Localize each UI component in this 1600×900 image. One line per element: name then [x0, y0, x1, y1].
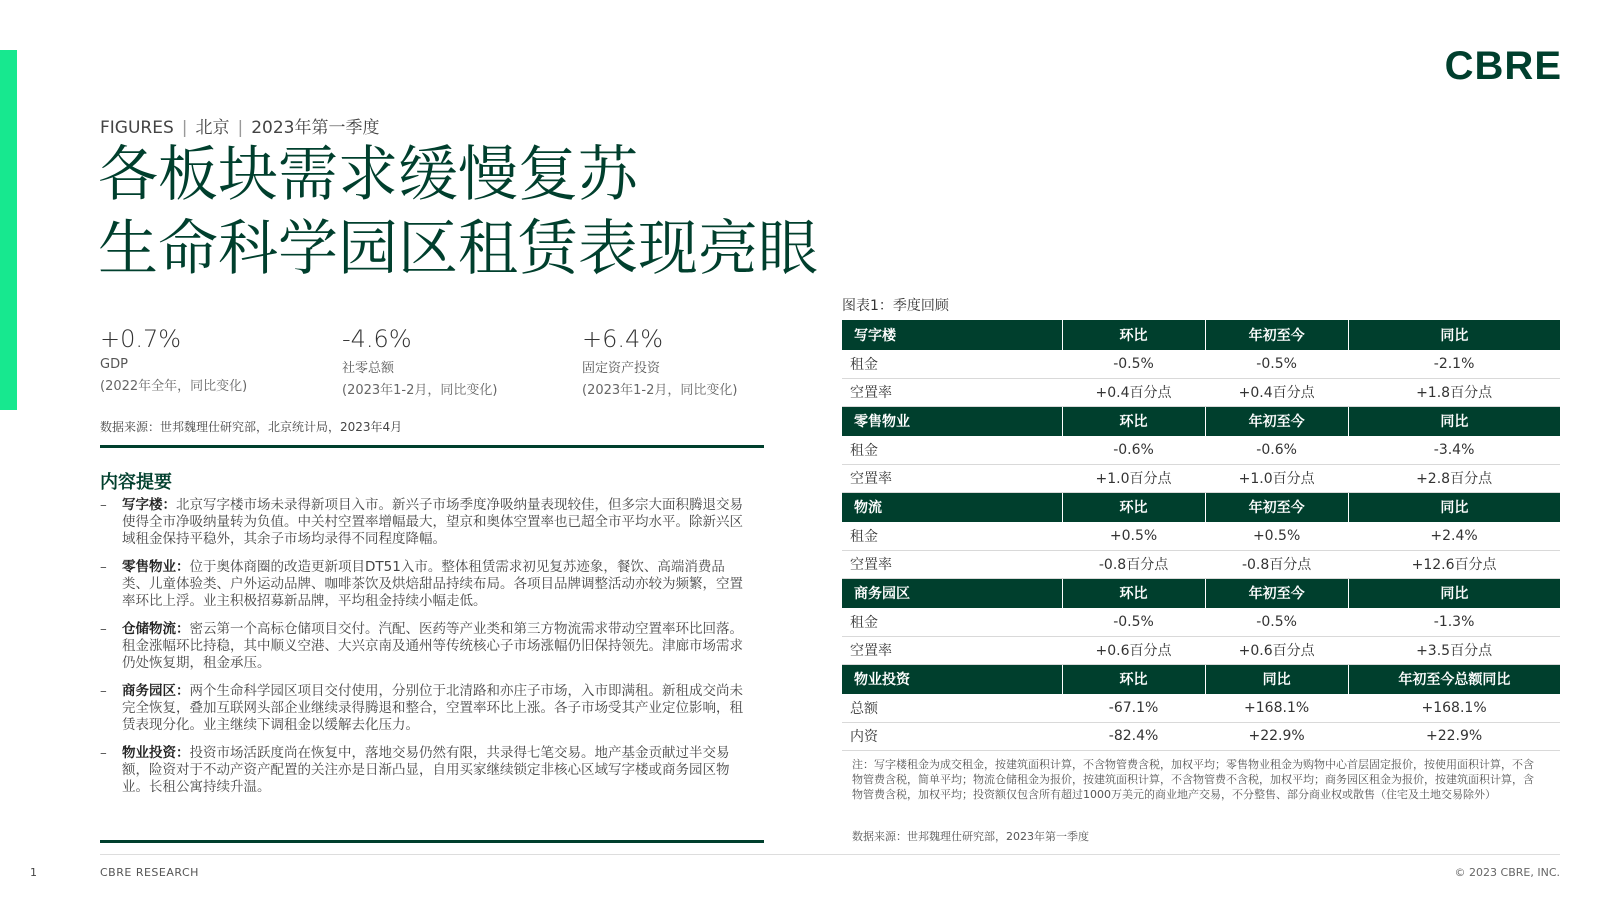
- table-cell: +22.9%: [1205, 722, 1348, 750]
- table-row: [842, 550, 1560, 578]
- kpi-label: 固定资产投资: [582, 361, 661, 376]
- kpi-value: +6.4%: [582, 325, 664, 353]
- table-cell: +0.6百分点: [1062, 636, 1205, 664]
- column-header: 环比: [1062, 664, 1205, 694]
- kpi-label: 社零总额: [342, 361, 395, 376]
- section-name: 零售物业: [842, 406, 1062, 436]
- summary-item-head: 零售物业：: [122, 559, 190, 575]
- table-cell: -0.5%: [1062, 608, 1205, 636]
- footer-brand: CBRE RESEARCH: [100, 866, 199, 879]
- table-cell: +0.6百分点: [1205, 636, 1348, 664]
- table-section-header: [842, 664, 1560, 694]
- table-cell: +168.1%: [1348, 694, 1560, 722]
- table-cell: +0.5%: [1062, 522, 1205, 550]
- summary-item-text: 密云第一个高标仓储项目交付。汽配、医药等产业类和第三方物流需求带动空置率环比回落。租金涨幅环比持稳，其中顺义空港、大兴京南及通州等传统核心子市场涨幅仍旧保持领先。津廊市场需求仍处恢复期，租金承压。: [122, 621, 743, 671]
- row-label: 租金: [842, 350, 1062, 378]
- summary-item-retail: [100, 559, 750, 610]
- column-header: 同比: [1348, 578, 1560, 608]
- table-row: [842, 722, 1560, 750]
- summary-item-investment: [100, 745, 750, 796]
- table-cell: +2.4%: [1348, 522, 1560, 550]
- eyebrow-label: FIGURES: [100, 118, 174, 138]
- summary-item-text: 投资市场活跃度尚在恢复中，落地交易仍然有限，共录得七笔交易。地产基金贡献过半交易额，险资对于不动产资产配置的关注亦是日渐凸显，自用买家继续锁定非核心区域写字楼或商务园区物业。长租公寓持续升温。: [122, 745, 730, 795]
- table-caption: 图表1：季度回顾: [842, 298, 949, 314]
- table-cell: -0.5%: [1205, 350, 1348, 378]
- title-line-2: 生命科学园区租赁表现亮眼: [98, 214, 818, 284]
- table-row: [842, 608, 1560, 636]
- table-row: [842, 694, 1560, 722]
- row-label: 空置率: [842, 550, 1062, 578]
- table-cell: +2.8百分点: [1348, 464, 1560, 492]
- kpi-value: -4.6%: [342, 325, 412, 353]
- table-row: [842, 522, 1560, 550]
- summary-item-text: 位于奥体商圈的改造更新项目DT51入市。整体租赁需求初见复苏迹象，餐饮、高端消费品类、儿童体验类、户外运动品牌、咖啡茶饮及烘焙甜品持续布局。各项目品牌调整活动亦较为频繁，空置率环比上浮。业主积极招募新品牌，平均租金持续小幅走低。: [122, 559, 743, 609]
- table-cell: +3.5百分点: [1348, 636, 1560, 664]
- kpi-sub: (2023年1-2月，同比变化): [582, 383, 738, 398]
- table-cell: +168.1%: [1205, 694, 1348, 722]
- table-cell: +22.9%: [1348, 722, 1560, 750]
- summary-item-head: 商务园区：: [122, 683, 190, 699]
- page-title: [98, 138, 818, 286]
- column-header: 环比: [1062, 578, 1205, 608]
- column-header: 环比: [1062, 406, 1205, 436]
- summary-title: 内容提要: [100, 472, 172, 493]
- section-name: 写字楼: [842, 320, 1062, 350]
- table-cell: -0.8百分点: [1062, 550, 1205, 578]
- footer-copyright: © 2023 CBRE, INC.: [1454, 866, 1560, 879]
- cbre-logo: CBRE: [1444, 44, 1562, 88]
- table-cell: -67.1%: [1062, 694, 1205, 722]
- table-cell: -0.8百分点: [1205, 550, 1348, 578]
- row-label: 空置率: [842, 636, 1062, 664]
- summary-item-business-park: [100, 683, 750, 734]
- section-name: 物流: [842, 492, 1062, 522]
- column-header: 环比: [1062, 492, 1205, 522]
- left-source-note: 数据来源：世邦魏理仕研究部，北京统计局，2023年4月: [100, 420, 403, 434]
- accent-bar: [0, 50, 17, 410]
- table-cell: +1.0百分点: [1062, 464, 1205, 492]
- table-cell: +0.4百分点: [1062, 378, 1205, 406]
- summary-item-head: 物业投资：: [122, 745, 190, 761]
- table-cell: +1.0百分点: [1205, 464, 1348, 492]
- table-cell: +0.4百分点: [1205, 378, 1348, 406]
- table-section-header: [842, 406, 1560, 436]
- table-cell: -1.3%: [1348, 608, 1560, 636]
- kpi-sub: (2022年全年，同比变化): [100, 379, 248, 394]
- summary-list: [100, 497, 750, 807]
- table-row: [842, 464, 1560, 492]
- table-row: [842, 378, 1560, 406]
- table-section-header: [842, 578, 1560, 608]
- summary-item-text: 两个生命科学园区项目交付使用，分别位于北清路和亦庄子市场，入市即满租。新租成交尚未完全恢复，叠加互联网头部企业继续录得腾退和整合，空置率环比上涨。各子市场受其产业定位影响，租赁表现分化。业主继续下调租金以缓解去化压力。: [122, 683, 743, 733]
- kpi-label: GDP: [100, 357, 128, 372]
- table-row: [842, 436, 1560, 464]
- row-label: 租金: [842, 522, 1062, 550]
- column-header: 年初至今: [1205, 492, 1348, 522]
- page-number: 1: [30, 866, 37, 879]
- row-label: 租金: [842, 608, 1062, 636]
- section-name: 商务园区: [842, 578, 1062, 608]
- row-label: 空置率: [842, 464, 1062, 492]
- kpi-value: +0.7%: [100, 325, 182, 353]
- row-label: 总额: [842, 694, 1062, 722]
- title-line-1: 各板块需求缓慢复苏: [98, 140, 638, 210]
- eyebrow: FIGURES | 北京 | 2023年第一季度: [100, 118, 380, 138]
- summary-item-head: 写字楼：: [122, 497, 176, 513]
- table-row: [842, 636, 1560, 664]
- divider-bottom: [100, 840, 764, 843]
- right-source-note: 数据来源：世邦魏理仕研究部，2023年第一季度: [852, 830, 1089, 843]
- column-header: 年初至今: [1205, 578, 1348, 608]
- table-section-header: [842, 492, 1560, 522]
- divider-top: [100, 445, 764, 448]
- table-cell: -3.4%: [1348, 436, 1560, 464]
- column-header: 同比: [1205, 664, 1348, 694]
- column-header: 同比: [1348, 492, 1560, 522]
- row-label: 租金: [842, 436, 1062, 464]
- kpi-gdp: [100, 325, 330, 394]
- column-header: 年初至今: [1205, 320, 1348, 350]
- section-name: 物业投资: [842, 664, 1062, 694]
- table-cell: -0.6%: [1205, 436, 1348, 464]
- eyebrow-period: 2023年第一季度: [251, 118, 380, 138]
- table-cell: -0.5%: [1062, 350, 1205, 378]
- summary-item-logistics: [100, 621, 750, 672]
- column-header: 年初至今: [1205, 406, 1348, 436]
- column-header: 年初至今总额同比: [1348, 664, 1560, 694]
- table-cell: +0.5%: [1205, 522, 1348, 550]
- kpi-fixed-investment: [582, 325, 812, 398]
- column-header: 环比: [1062, 320, 1205, 350]
- summary-item-office: [100, 497, 750, 548]
- column-header: 同比: [1348, 406, 1560, 436]
- kpi-retail-sales: [342, 325, 572, 398]
- table-cell: -0.5%: [1205, 608, 1348, 636]
- table-cell: -0.6%: [1062, 436, 1205, 464]
- table-cell: -82.4%: [1062, 722, 1205, 750]
- summary-item-text: 北京写字楼市场未录得新项目入市。新兴子市场季度净吸纳量表现较佳，但多宗大面积腾退交易使得全市净吸纳量转为负值。中关村空置率增幅最大，望京和奥体空置率也已超全市平均水平。除新兴区域租金保持平稳外，其余子市场均录得不同程度降幅。: [122, 497, 743, 547]
- summary-item-head: 仓储物流：: [122, 621, 190, 637]
- column-header: 同比: [1348, 320, 1560, 350]
- kpi-sub: (2023年1-2月，同比变化): [342, 383, 498, 398]
- quarterly-review-table: [842, 320, 1560, 751]
- row-label: 内资: [842, 722, 1062, 750]
- table-note: 注：写字楼租金为成交租金，按建筑面积计算，不含物管费含税，加权平均；零售物业租金为购物中心首层固定报价，按使用面积计算，不含物管费含税，简单平均；物流仓储租金为报价，按建筑面积计算，不含物管费不含税，加权平均；商务园区租金为报价，按建筑面积计算，含物管费含税，加权平均；投资额仅包含所有超过1000万美元的商业地产交易，不分整售、部分商业权或散售（住宅及土地交易除外）: [852, 758, 1534, 801]
- row-label: 空置率: [842, 378, 1062, 406]
- eyebrow-city: 北京: [195, 118, 230, 138]
- table-section-header: [842, 320, 1560, 350]
- table-row: [842, 350, 1560, 378]
- footer-divider: [100, 854, 1560, 855]
- table-cell: +12.6百分点: [1348, 550, 1560, 578]
- table-cell: -2.1%: [1348, 350, 1560, 378]
- table-cell: +1.8百分点: [1348, 378, 1560, 406]
